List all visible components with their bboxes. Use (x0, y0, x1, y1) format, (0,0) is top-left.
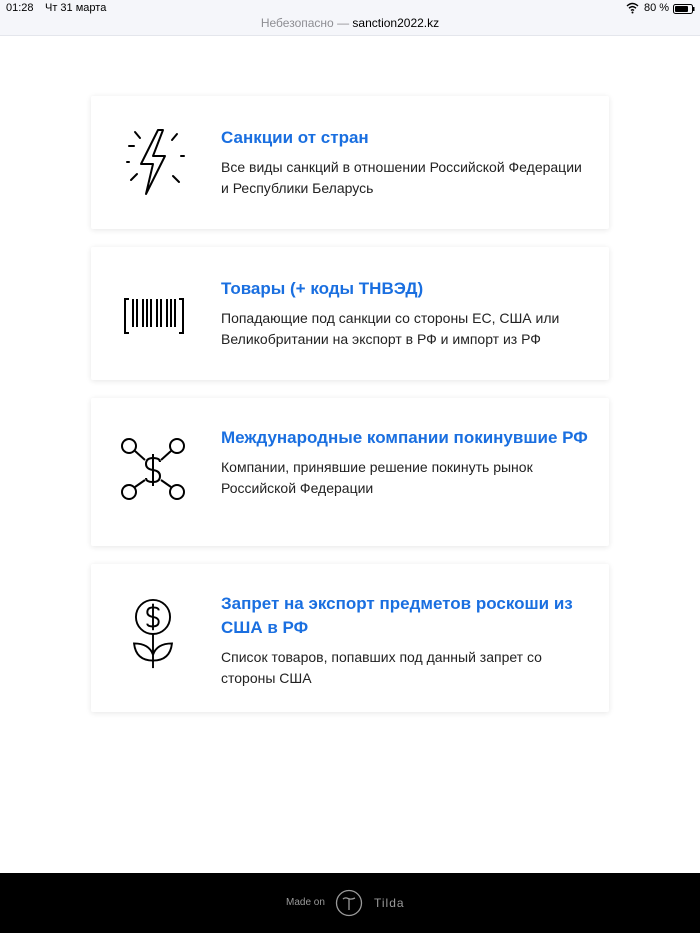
card-companies[interactable] (91, 398, 609, 546)
card-title[interactable]: Товары (+ коды ТНВЭД) (221, 279, 424, 298)
card-description: Попадающие под санкции со стороны ЕС, США или Великобритании на экспорт в РФ и импорт из РФ (221, 310, 560, 347)
footer (0, 873, 700, 933)
card-description: Компании, принявшие решение покинуть рынок Российской Федерации (221, 459, 533, 496)
card-luxury[interactable] (91, 564, 609, 712)
card-title[interactable]: Санкции от стран (221, 128, 369, 147)
dollar-flower-icon (121, 598, 185, 670)
barcode-icon (121, 279, 185, 351)
tilda-brand-link[interactable]: Tilda (374, 896, 405, 910)
battery-icon (673, 4, 695, 14)
card-description: Все виды санкций в отношении Российской Федерации и Республики Беларусь (221, 159, 582, 196)
tilda-logo-icon[interactable] (335, 889, 363, 917)
lightning-icon (121, 126, 185, 198)
insecure-label: Небезопасно (260, 16, 334, 30)
card-sanctions[interactable] (91, 96, 609, 229)
made-on-label: Made on (286, 897, 325, 908)
url-bar[interactable] (0, 14, 700, 36)
battery-percent: 80 % (644, 2, 670, 14)
url-domain: sanction2022.kz (352, 16, 440, 30)
dollar-network-icon (121, 434, 185, 506)
card-title[interactable]: Запрет на экспорт предметов роскоши из США в РФ (221, 594, 573, 637)
card-description: Список товаров, попавших под данный запрет со стороны США (221, 649, 542, 686)
status-time: 01:28 (6, 2, 34, 14)
status-date: Чт 31 марта (45, 2, 107, 14)
card-title[interactable]: Международные компании покинувшие РФ (221, 428, 588, 447)
url-separator: — (337, 16, 350, 30)
wifi-icon (626, 2, 639, 14)
card-goods[interactable] (91, 247, 609, 380)
